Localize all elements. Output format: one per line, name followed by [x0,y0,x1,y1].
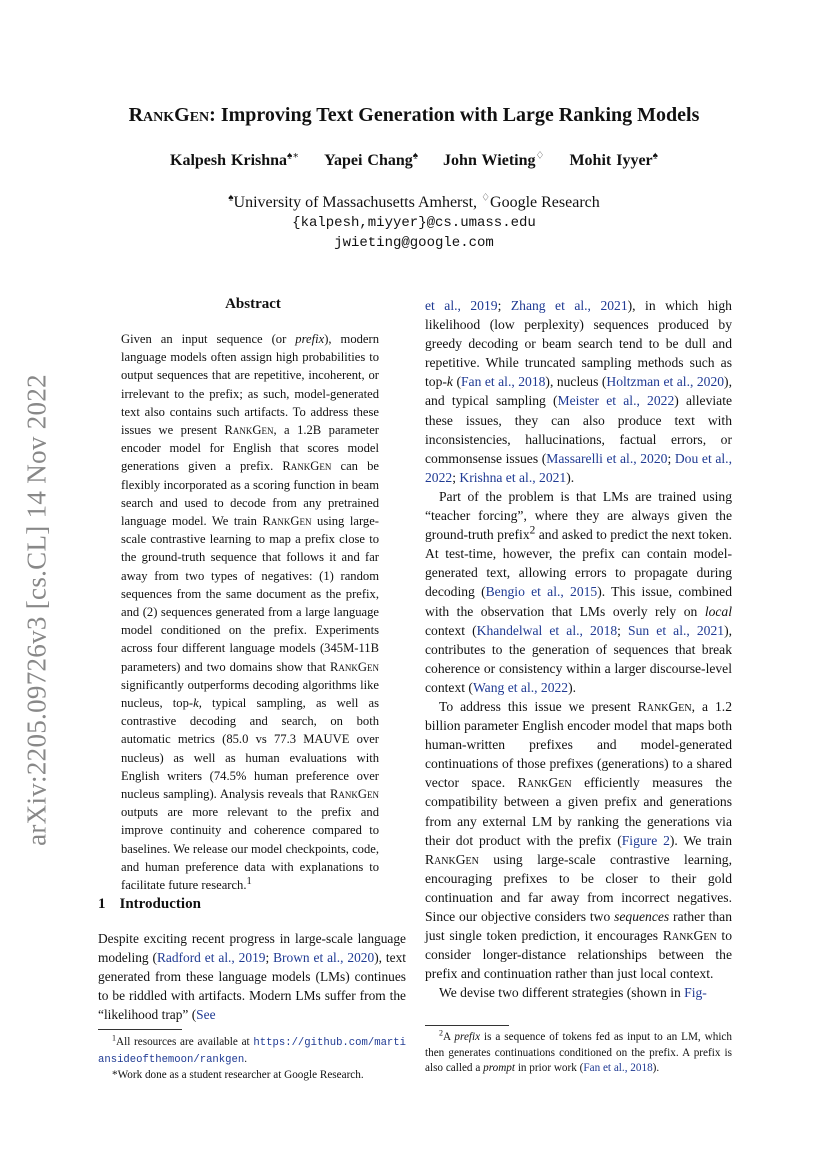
author-list [0,152,828,170]
citation-link[interactable]: Holtzman et al., 2020 [606,374,725,390]
citation-link[interactable]: Radford et al., 2019 [156,950,266,966]
footnote-2: $^2$A prefix is a sequence of tokens fed as input to an LM, which then generates continuations conditioned on the prefix. A prefix is also called a prompt in prior work (Fan et al., 2018). [425,1028,732,1075]
affiliations [0,193,828,253]
citation-link[interactable]: Sun et al., 2021 [628,622,725,638]
right-column [425,296,732,1002]
footnote-rule [425,1025,509,1026]
email-umass: {kalpesh,miyyer}@cs.umass.edu [292,215,536,231]
citation-link[interactable]: Dou et al., 2022 [425,450,732,485]
footnote-1: $^1$All resources are available at https://github.com/martiansideofthemoon/rankgen. [98,1033,406,1066]
footnotes-right [425,1030,732,1077]
github-link[interactable]: https://github.com/martiansideofthemoon/rankgen [98,1037,406,1066]
footnote-ref-1: 1 [246,875,252,887]
arxiv-identifier: arXiv:2205.09726v3 [cs.CL] 14 Nov 2022 [21,374,52,846]
paragraph: Part of the problem is that LMs are trained using “teacher forcing”, where they are always given the ground-truth prefix$^2$ and asked to predict the next token. At test-time, however, the prefix can contain model-generated text, allowing errors to propagate during decoding (Bengio et al., 2015). This issue, combined with the observation that LMs overly rely on local context (Khandelwal et al., 2018; Sun et al., 2021), contributes to the generation of sequences that break coherence or consistency within a larger discourse-level context (Wang et al., 2022). [425,488,732,695]
footnote-ref-2: 2 [529,524,536,537]
citation-link[interactable]: Fan et al., 2018 [460,374,546,390]
intro-paragraph: Despite exciting recent progress in large-scale language modeling (Radford et al., 2019; Brown et al., 2020), text generated from these language models (LMs) continues to be riddled with artifacts. Modern LMs suffer from the “likelihood trap” (See [98,931,407,1023]
paragraph: We devise two different strategies (shown in Fig- [439,985,707,1001]
author: John Wieting♢ [443,150,545,169]
institutions: ♠University of Massachusetts Amherst, ♢Google Research [228,192,600,211]
figure-link[interactable]: Figure 2 [621,832,670,848]
author: Yapei Chang♠ [324,150,419,169]
author: Kalpesh Krishna♠∗ [170,150,300,169]
citation-link[interactable]: Brown et al., 2020 [273,950,375,966]
citation-link[interactable]: Zhang et al., 2021 [510,298,628,313]
title-rest: : Improving Text Generation with Large Ranking Models [209,104,700,126]
citation-link[interactable]: Fan et al., 2018 [583,1062,653,1075]
paragraph: et al., 2019; Zhang et al., 2021), in which high likelihood (low perplexity) sequences produced by greedy decoding or beam search tend to be dull and repetitive. While truncated sampling methods such as top-k (Fan et al., 2018), nucleus (Holtzman et al., 2020), and typical sampling (Meister et al., 2022) alleviate these issues, they can also produce text with inconsistencies, hallucinations, factual errors, or commonsense issues (Massarelli et al., 2020; Dou et al., 2022; Krishna et al., 2021). [425,298,733,485]
citation-link[interactable]: See [196,1007,216,1023]
citation-link[interactable]: Krishna et al., 2021 [459,469,567,485]
paragraph: To address this issue we present RankGen, a 1.2 billion parameter English encoder model that maps both human-written prefixes and model-generated continuations of those prefixes (generations) to a shared vector space. RankGen efficiently measures the compatibility between a given prefix and generations from any external LM by ranking the generations via their dot product with the prefix (Figure 2). We train RankGen using large-scale contrastive learning, encouraging prefixes to be closer to their gold continuation and far away from incorrect negatives. Since our objective considers two sequences rather than just single token prediction, it encourages RankGen to consider longer-distance relationships between the prefix and continuation rather than just local context. [425,698,732,982]
email-google: jwieting@google.com [334,235,494,251]
footnote-star: *Work done as a student researcher at Google Research. [112,1069,364,1082]
abstract-heading: Abstract [225,296,281,312]
citation-link[interactable]: Wang et al., 2022 [472,679,569,695]
citation-link[interactable]: Bengio et al., 2015 [485,584,598,600]
arxiv-sidebar [22,360,52,860]
author: Mohit Iyyer♠ [569,150,658,169]
citation-link[interactable]: Massarelli et al., 2020 [546,450,668,466]
citation-link[interactable]: Khandelwal et al., 2018 [476,622,618,638]
footnotes-left [98,1035,406,1084]
paper-title [0,104,828,127]
citation-link[interactable]: Meister et al., 2022 [557,393,675,409]
title-rankgen: RankGen [128,104,210,126]
section-heading-introduction: 1 Introduction [98,896,201,912]
footnote-rule [98,1029,182,1030]
figure-link[interactable]: Fig- [684,985,707,1001]
abstract-body: Given an input sequence (or prefix), modern language models often assign high probabilities to output sequences that are repetitive, incoherent, or irrelevant to the prefix; as such, model-generated text also contains such artifacts. To address these issues we present RankGen, a 1.2B parameter encoder model for English that scores model generations given a prefix. RankGen can be flexibly incorporated as a scoring function in beam search and used to decode from any pretrained language model. We train RankGen using large-scale contrastive learning to map a prefix close to the ground-truth sequence that follows it and far away from two types of negatives: (1) random sequences from the same document as the prefix, and (2) sequences generated from a large language model conditioned on the prefix. Experiments across four different language models (345M-11B parameters) and two domains show that RankGen significantly outperforms decoding algorithms like nucleus, top-k, typical sampling, as well as contrastive decoding and search, on both automatic metrics (85.0 vs 77.3 MAUVE over nucleus) as well as human evaluations with English writers (74.5% human preference over nucleus sampling). Analysis reveals that RankGen outputs are more relevant to the prefix and improve continuity and coherence compared to baselines. We release our model checkpoints, code, and human preference data with explanations to facilitate future research.$^1$ [121,332,379,893]
citation-link[interactable]: et al., 2019 [425,298,498,313]
